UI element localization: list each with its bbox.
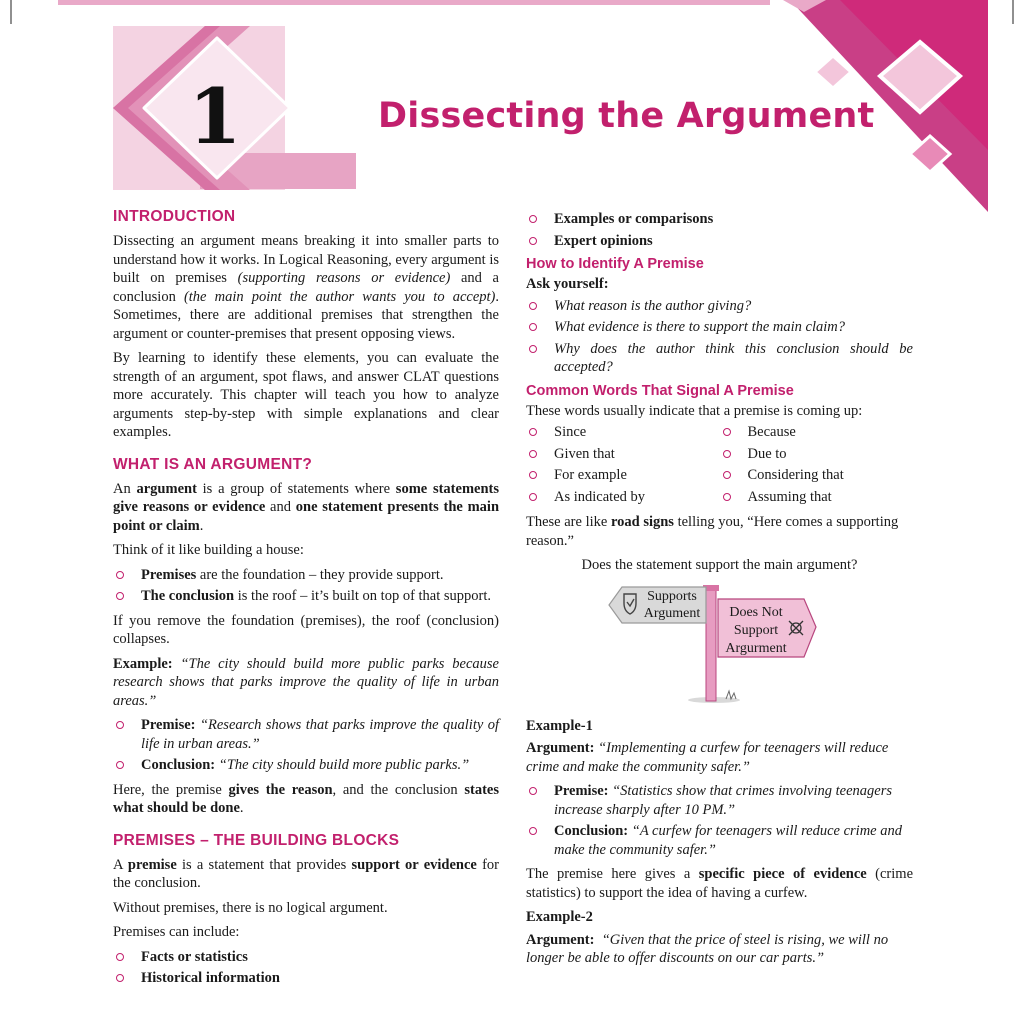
identify-premise-heading: How to Identify A Premise xyxy=(526,256,704,272)
sign-left-line-2: Argument xyxy=(643,605,701,621)
intro-paragraph-1: Dissecting an argument means breaking it into smaller parts to understand how it works. In Logical Reasoning, every argument is built on premises (supporting reasons or evidence) and a conclusion (the main point the author wants you to accept). Sometimes, there are additional premises that strengthen the argument or counter-premises that present opposing views. xyxy=(113,233,499,342)
signal-intro: These words usually indicate that a premise is coming up: xyxy=(526,402,863,419)
list-item: Premise: “Statistics show that crimes involving teenagers increase sharply after 10 PM.” xyxy=(526,782,913,819)
premises-paragraph-2: Without premises, there is no logical argument. xyxy=(113,899,388,916)
list-item: Given that xyxy=(526,445,720,464)
identify-questions-list xyxy=(526,297,913,377)
argument-paragraph-4: Here, the premise gives the reason, and the conclusion states what should be done. xyxy=(113,781,499,816)
signpost-question: Does the statement support the main argument? xyxy=(581,557,858,573)
sign-right-line-2: Support xyxy=(733,622,779,638)
premises-paragraph-3: Premises can include: xyxy=(113,924,240,940)
sign-left-line-1: Supports xyxy=(647,588,697,604)
list-item: Premise: “Research shows that parks improve the quality of life in urban areas.” xyxy=(113,716,499,753)
argument-paragraph-1: An argument is a group of statements where some statements give reasons or evidence and one statement presents the main point or claim. xyxy=(113,480,500,534)
signal-words-list xyxy=(526,423,913,509)
list-item: Why does the author think this conclusion should be accepted? xyxy=(526,340,913,377)
list-item: Examples or comparisons xyxy=(526,210,913,229)
premise-types-list-right xyxy=(526,210,913,250)
list-item: What reason is the author giving? xyxy=(526,297,913,316)
introduction-heading: INTRODUCTION xyxy=(113,208,236,225)
argument-example: Example: “The city should build more public parks because research shows that parks improve the quality of life in urban areas.” xyxy=(113,655,499,709)
argument-paragraph-2: Think of it like building a house: xyxy=(113,542,304,558)
premises-heading: PREMISES – THE BUILDING BLOCKS xyxy=(113,831,400,849)
example-1-list xyxy=(526,782,913,859)
list-item: Since xyxy=(526,423,720,442)
cross-out-icon xyxy=(789,621,803,635)
list-item: Because xyxy=(720,423,914,442)
signal-words-heading: Common Words That Signal A Premise xyxy=(526,382,794,399)
house-analogy-list xyxy=(113,566,499,606)
example-breakdown-list xyxy=(113,716,499,775)
list-item: For example xyxy=(526,466,720,485)
premises-paragraph-1: A premise is a statement that provides support or evidence for the conclusion. xyxy=(113,856,499,891)
list-item: Expert opinions xyxy=(526,232,913,251)
list-item: Conclusion: “The city should build more public parks.” xyxy=(113,756,499,775)
example-1-argument: Argument: “Implementing a curfew for teenagers will reduce crime and make the community safer.” xyxy=(526,740,889,775)
signpost-illustration xyxy=(606,581,818,707)
example-1-explanation: The premise here gives a specific piece of evidence (crime statistics) to support the idea of having a curfew. xyxy=(526,866,914,901)
list-item: Considering that xyxy=(720,466,914,485)
example-2-heading: Example-2 xyxy=(526,909,593,925)
sign-right-line-1: Does Not xyxy=(729,604,783,620)
list-item: As indicated by xyxy=(526,488,720,507)
argument-paragraph-3: If you remove the foundation (premises), the roof (conclusion) collapses. xyxy=(113,612,499,647)
example-1-heading: Example-1 xyxy=(526,717,593,734)
premise-types-list-left xyxy=(113,948,499,988)
ask-yourself-label: Ask yourself: xyxy=(526,276,609,292)
list-item: Conclusion: “A curfew for teenagers will reduce crime and make the community safer.” xyxy=(526,822,913,859)
sign-right-line-3: Argurment xyxy=(725,640,787,656)
what-is-argument-heading: WHAT IS AN ARGUMENT? xyxy=(113,455,313,473)
list-item: The conclusion is the roof – it’s built on top of that support. xyxy=(113,587,499,606)
example-2-argument: Argument: “Given that the price of steel is rising, we will no longer be able to offer discounts on our car parts.” xyxy=(526,931,889,966)
right-column xyxy=(526,210,913,974)
chapter-title: Dissecting the Argument xyxy=(378,96,875,136)
left-column xyxy=(113,208,499,994)
chapter-number: 1 xyxy=(188,72,242,161)
list-item: What evidence is there to support the main claim? xyxy=(526,318,913,337)
list-item: Assuming that xyxy=(720,488,914,507)
road-signs-paragraph: These are like road signs telling you, “Here comes a supporting reason.” xyxy=(526,514,899,549)
list-item: Due to xyxy=(720,445,914,464)
list-item: Historical information xyxy=(113,969,499,988)
list-item: Premises are the foundation – they provide support. xyxy=(113,566,499,585)
list-item: Facts or statistics xyxy=(113,948,499,967)
intro-paragraph-2: By learning to identify these elements, you can evaluate the strength of an argument, spot flaws, and answer CLAT questions more accurately. This chapter will teach you how to analyze arguments step-by-step with simple explanations and clear examples. xyxy=(113,350,499,440)
